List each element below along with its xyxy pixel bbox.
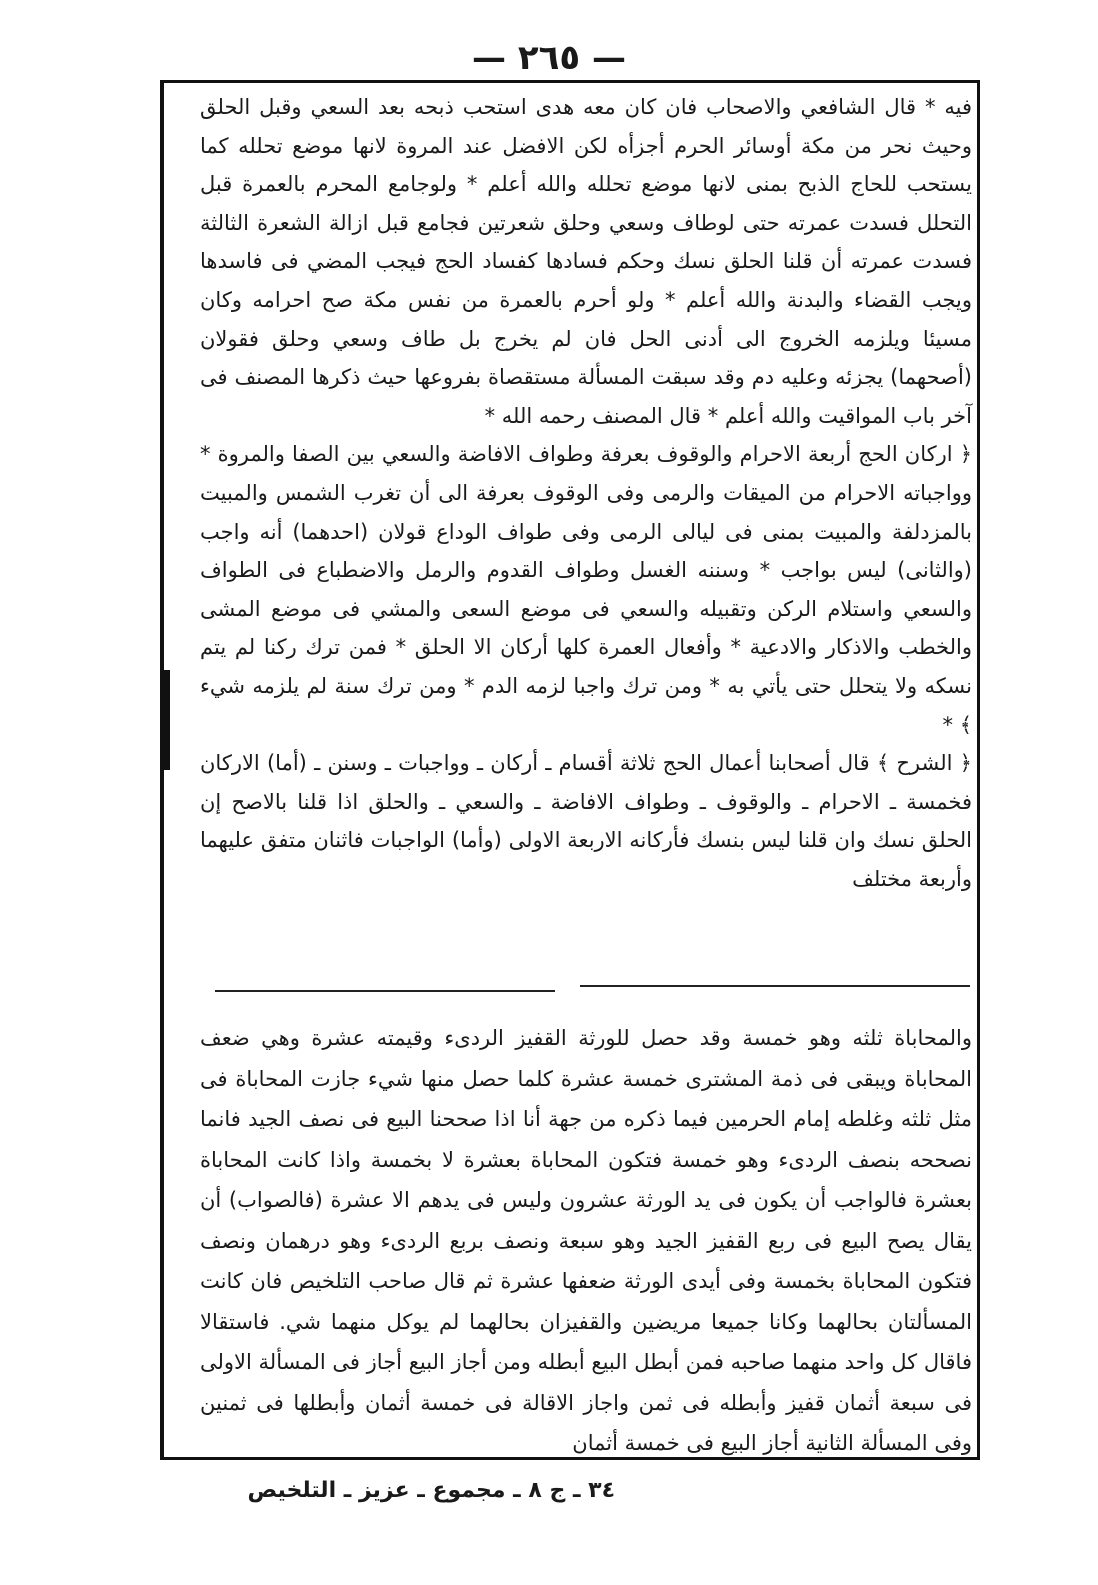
separator-line-left: [215, 990, 555, 992]
page-number: — ٢٦٥ —: [472, 38, 626, 78]
footnote-text-block: [200, 1018, 972, 1464]
margin-bracket-mark: [164, 670, 180, 770]
main-paragraph-2: ﴿ اركان الحج أربعة الاحرام والوقوف بعرفة وطواف الافاضة والسعي بين الصفا والمروة * وواجباته الاحرام من الميقات والرمى وفى الوقوف بعرفة الى أن تغرب الشمس والمبيت بالمزدلفة والمبيت بمنى فى ليالى الرمى وفى طواف الوداع قولان (احدهما) أنه واجب (والثانى) ليس بواجب * وسننه الغسل وطواف القدوم والرمل والاضطباع فى الطواف والسعي واستلام الركن وتقبيله والسعي فى موضع السعى والمشي فى موضع المشى والخطب والاذكار والادعية * وأفعال العمرة كلها أركان الا الحلق * فمن ترك ركنا لم يتم نسكه ولا يتحلل حتى يأتي به * ومن ترك واجبا لزمه الدم * ومن ترك سنة لم يلزمه شيء ﴾ *: [200, 442, 972, 737]
main-paragraph-1: فيه * قال الشافعي والاصحاب فان كان معه هدى استحب ذبحه بعد السعي وقبل الحلق وحيث نحر من مكة أوسائر الحرم أجزأه لكن الافضل عند المروة لانها موضع تحلله كما يستحب للحاج الذبح بمنى لانها موضع تحلله والله أعلم * ولوجامع المحرم بالعمرة قبل التحلل فسدت عمرته حتى لوطاف وسعي وحلق شعرتين فجامع قبل ازالة الشعرة الثالثة فسدت عمرته أن قلنا الحلق نسك وحكم فسادها كفساد الحج فيجب المضي فى فاسدها ويجب القضاء والبدنة والله أعلم * ولو أحرم بالعمرة من نفس مكة صح احرامه وكان مسيئا ويلزمه الخروج الى أدنى الحل فان لم يخرج بل طاف وسعي وحلق فقولان (أصحهما) يجزئه وعليه دم وقد سبقت المسألة مستقصاة بفروعها حيث ذكرها المصنف فى آخر باب المواقيت والله أعلم * قال المصنف رحمه الله *: [200, 95, 972, 428]
signature-line: ٣٤ ـ ج ٨ ـ مجموع ـ عزيز ـ التلخيص: [247, 1478, 615, 1503]
main-paragraph-3: ﴿ الشرح ﴾ قال أصحابنا أعمال الحج ثلاثة أقسام ـ أركان ـ وواجبات ـ وسنن ـ (أما) الاركان فخمسة ـ الاحرام ـ والوقوف ـ وطواف الافاضة ـ والسعي ـ والحلق اذا قلنا بالاصح إن الحلق نسك وان قلنا ليس بنسك فأركانه الاربعة الاولى (وأما) الواجبات فاثنان متفق عليهما وأربعة مختلف: [200, 751, 972, 891]
separator-line-right: [580, 985, 970, 987]
main-text-block: [200, 88, 972, 898]
footnote-paragraph-1: والمحاباة ثلثه وهو خمسة وقد حصل للورثة القفيز الردىء وقيمته عشرة وهي ضعف المحاباة ويبقى فى ذمة المشترى خمسة عشرة كلما حصل منها شيء جازت المحاباة فى مثل ثلثه وغلطه إمام الحرمين فيما ذكره من جهة أنا اذا صححنا البيع فى نصف الجيد فانما نصححه بنصف الردىء وهو خمسة فتكون المحاباة بعشرة لا بخمسة واذا كانت المحاباة بعشرة فالواجب أن يكون فى يد الورثة عشرون وليس فى يدهم الا عشرة (فالصواب) أن يقال يصح البيع فى ربع القفيز الجيد وهو سبعة ونصف بربع الردىء وهو درهمان ونصف فتكون المحاباة بخمسة وفى أيدى الورثة ضعفها عشرة ثم قال صاحب التلخيص فان كانت المسألتان بحالهما وكانا جميعا مريضين والقفيزان بحالهما لم يوكل منهما شي. فاستقالا فاقال كل واحد منهما صاحبه فمن أبطل البيع أبطله ومن أجاز البيع أجاز فى المسألة الاولى فى سبعة أثمان قفيز وأبطله فى ثمن واجاز الاقالة فى خمسة أثمان وأبطلها فى ثمنين وفى المسألة الثانية أجاز البيع فى خمسة أثمان: [200, 1026, 972, 1455]
